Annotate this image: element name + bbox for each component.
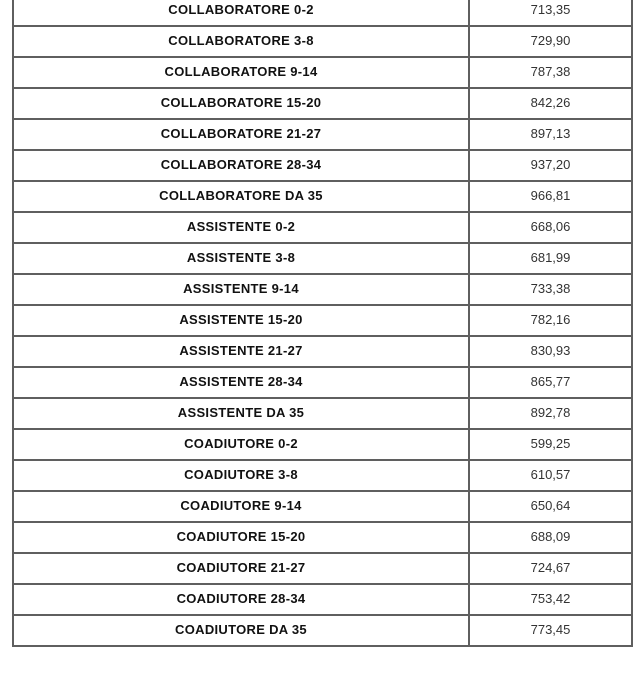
table-row bbox=[13, 57, 632, 88]
row-value: 966,81 bbox=[530, 188, 571, 203]
table-row bbox=[13, 584, 632, 615]
row-label: COLLABORATORE DA 35 bbox=[159, 188, 323, 203]
table-row bbox=[13, 305, 632, 336]
row-label-cell bbox=[13, 212, 469, 243]
row-value-cell bbox=[469, 243, 632, 274]
row-value-cell bbox=[469, 181, 632, 212]
row-label-cell bbox=[13, 398, 469, 429]
row-label: COADIUTORE 28-34 bbox=[176, 591, 306, 606]
table-row bbox=[13, 119, 632, 150]
row-label: COLLABORATORE 28-34 bbox=[160, 157, 322, 172]
row-label: COADIUTORE 3-8 bbox=[184, 467, 298, 482]
row-value: 937,20 bbox=[530, 157, 571, 172]
row-value: 650,64 bbox=[530, 498, 571, 513]
row-label-cell bbox=[13, 336, 469, 367]
row-label: COADIUTORE 15-20 bbox=[176, 529, 306, 544]
row-label: COLLABORATORE 0-2 bbox=[168, 2, 314, 17]
salary-table-body bbox=[13, 0, 632, 646]
row-value-cell bbox=[469, 491, 632, 522]
table-row bbox=[13, 398, 632, 429]
table-row bbox=[13, 491, 632, 522]
row-label-cell bbox=[13, 243, 469, 274]
row-value-cell bbox=[469, 553, 632, 584]
table-row bbox=[13, 615, 632, 646]
row-label: ASSISTENTE 28-34 bbox=[179, 374, 303, 389]
row-label-cell bbox=[13, 181, 469, 212]
row-value-cell bbox=[469, 460, 632, 491]
row-value-cell bbox=[469, 615, 632, 646]
row-value: 865,77 bbox=[530, 374, 571, 389]
row-value: 688,09 bbox=[530, 529, 571, 544]
row-label: ASSISTENTE DA 35 bbox=[177, 405, 305, 420]
row-label-cell bbox=[13, 119, 469, 150]
row-value: 724,67 bbox=[530, 560, 571, 575]
table-row bbox=[13, 274, 632, 305]
row-label-cell bbox=[13, 0, 469, 26]
row-value-cell bbox=[469, 88, 632, 119]
row-value: 842,26 bbox=[530, 95, 571, 110]
row-value: 681,99 bbox=[530, 250, 571, 265]
row-value-cell bbox=[469, 0, 632, 26]
row-label-cell bbox=[13, 88, 469, 119]
row-label-cell bbox=[13, 305, 469, 336]
table-row bbox=[13, 0, 632, 26]
row-value-cell bbox=[469, 522, 632, 553]
row-value-cell bbox=[469, 26, 632, 57]
row-value-cell bbox=[469, 429, 632, 460]
row-value-cell bbox=[469, 212, 632, 243]
row-value-cell bbox=[469, 274, 632, 305]
row-value: 787,38 bbox=[530, 64, 571, 79]
row-value: 782,16 bbox=[530, 312, 571, 327]
table-row bbox=[13, 26, 632, 57]
row-value-cell bbox=[469, 584, 632, 615]
row-value-cell bbox=[469, 305, 632, 336]
row-value-cell bbox=[469, 150, 632, 181]
table-row bbox=[13, 150, 632, 181]
row-value-cell bbox=[469, 336, 632, 367]
row-value: 897,13 bbox=[530, 126, 571, 141]
table-row bbox=[13, 460, 632, 491]
row-label-cell bbox=[13, 367, 469, 398]
row-label: ASSISTENTE 3-8 bbox=[186, 250, 296, 265]
table-row bbox=[13, 553, 632, 584]
row-label: COADIUTORE 9-14 bbox=[180, 498, 302, 513]
row-label-cell bbox=[13, 584, 469, 615]
row-label-cell bbox=[13, 460, 469, 491]
row-value: 610,57 bbox=[530, 467, 571, 482]
row-value-cell bbox=[469, 398, 632, 429]
row-label: COLLABORATORE 21-27 bbox=[160, 126, 322, 141]
row-label: ASSISTENTE 0-2 bbox=[186, 219, 296, 234]
row-label-cell bbox=[13, 57, 469, 88]
row-value: 830,93 bbox=[530, 343, 571, 358]
row-label-cell bbox=[13, 150, 469, 181]
row-label: COLLABORATORE 9-14 bbox=[164, 64, 318, 79]
table-row bbox=[13, 212, 632, 243]
row-label-cell bbox=[13, 274, 469, 305]
row-label: COLLABORATORE 15-20 bbox=[160, 95, 322, 110]
row-label: COADIUTORE 21-27 bbox=[176, 560, 306, 575]
row-value: 753,42 bbox=[530, 591, 571, 606]
row-label: COADIUTORE DA 35 bbox=[175, 622, 307, 637]
salary-table-container bbox=[12, 0, 631, 647]
row-value: 892,78 bbox=[530, 405, 571, 420]
row-value-cell bbox=[469, 119, 632, 150]
row-label-cell bbox=[13, 522, 469, 553]
row-value: 599,25 bbox=[530, 436, 571, 451]
row-value: 733,38 bbox=[530, 281, 571, 296]
row-value-cell bbox=[469, 57, 632, 88]
table-row bbox=[13, 243, 632, 274]
row-label-cell bbox=[13, 553, 469, 584]
row-value-cell bbox=[469, 367, 632, 398]
row-value: 713,35 bbox=[530, 2, 571, 17]
row-value: 773,45 bbox=[530, 622, 571, 637]
salary-table bbox=[12, 0, 633, 647]
row-label-cell bbox=[13, 491, 469, 522]
row-label-cell bbox=[13, 26, 469, 57]
table-row bbox=[13, 522, 632, 553]
row-value: 729,90 bbox=[530, 33, 571, 48]
row-label-cell bbox=[13, 429, 469, 460]
row-label: COLLABORATORE 3-8 bbox=[168, 33, 314, 48]
row-label-cell bbox=[13, 615, 469, 646]
row-label: COADIUTORE 0-2 bbox=[184, 436, 298, 451]
table-row bbox=[13, 367, 632, 398]
row-label: ASSISTENTE 21-27 bbox=[179, 343, 303, 358]
table-row bbox=[13, 336, 632, 367]
row-label: ASSISTENTE 15-20 bbox=[179, 312, 303, 327]
table-row bbox=[13, 429, 632, 460]
table-row bbox=[13, 181, 632, 212]
row-label: ASSISTENTE 9-14 bbox=[183, 281, 299, 296]
row-value: 668,06 bbox=[530, 219, 571, 234]
table-row bbox=[13, 88, 632, 119]
